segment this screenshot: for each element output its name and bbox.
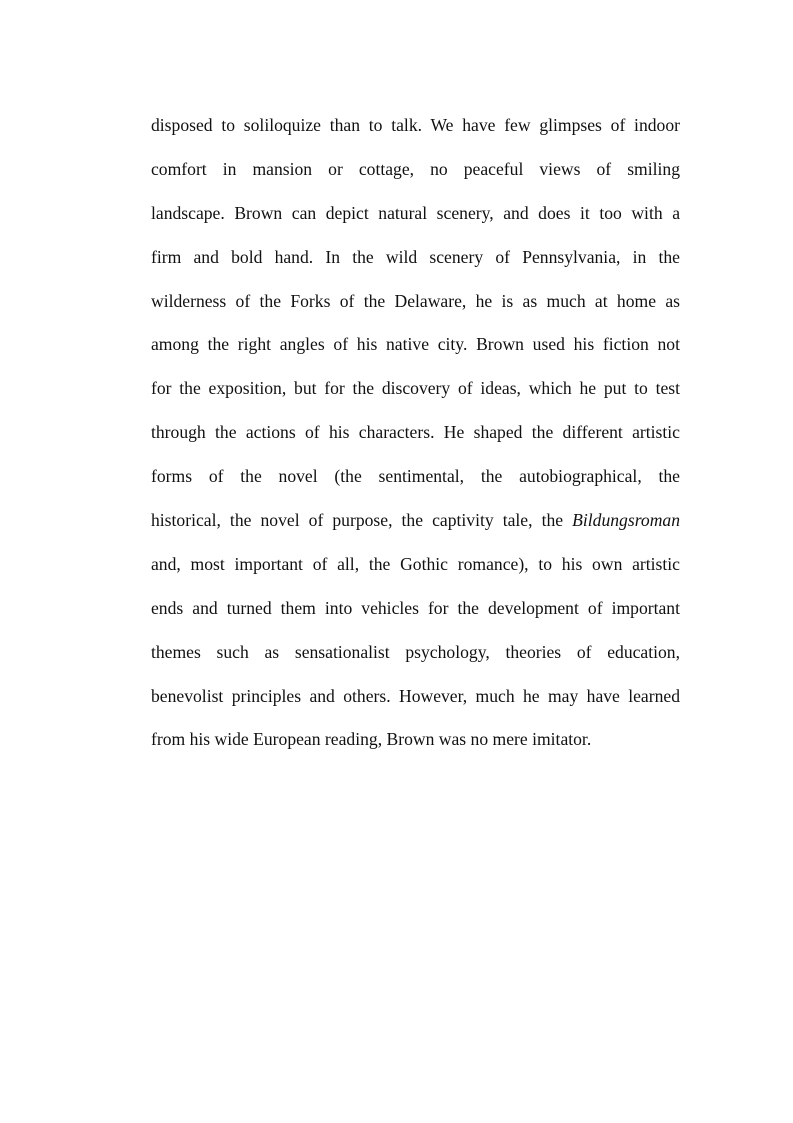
paragraph-line-14: benevolist principles and others. However, much he may have learned [151, 685, 680, 706]
paragraph-line-10 [151, 506, 680, 550]
paragraph-line-15: from his wide European reading, Brown was no mere imitator. [151, 729, 592, 750]
paragraph-line-2: comfort in mansion or cottage, no peaceful views of smiling [151, 158, 680, 179]
paragraph-line-10-text: historical, the novel of purpose, the captivity tale, the [151, 510, 573, 531]
paragraph-line-7: for the exposition, but for the discovery of ideas, which he put to test [151, 378, 680, 399]
paragraph-line-6: among the right angles of his native city. Brown used his fiction not [151, 334, 680, 355]
paragraph-line-8: through the actions of his characters. He shaped the different artistic [151, 422, 680, 443]
paragraph-line-11: and, most important of all, the Gothic romance), to his own artistic [151, 553, 680, 574]
paragraph-line-4: firm and bold hand. In the wild scenery of Pennsylvania, in the [151, 246, 680, 267]
paragraph-line-3: landscape. Brown can depict natural scenery, and does it too with a [151, 202, 680, 223]
body-paragraph [151, 111, 680, 769]
paragraph-line-9: forms of the novel (the sentimental, the autobiographical, the [151, 466, 680, 487]
paragraph-line-13: themes such as sensationalist psychology, theories of education, [151, 641, 680, 662]
italic-term-bildungsroman: Bildungsroman [572, 510, 680, 531]
paragraph-line-12: ends and turned them into vehicles for the development of important [151, 597, 680, 618]
paragraph-line-5: wilderness of the Forks of the Delaware, he is as much at home as [151, 290, 680, 311]
paragraph-line-1: disposed to soliloquize than to talk. We have few glimpses of indoor [151, 115, 680, 135]
